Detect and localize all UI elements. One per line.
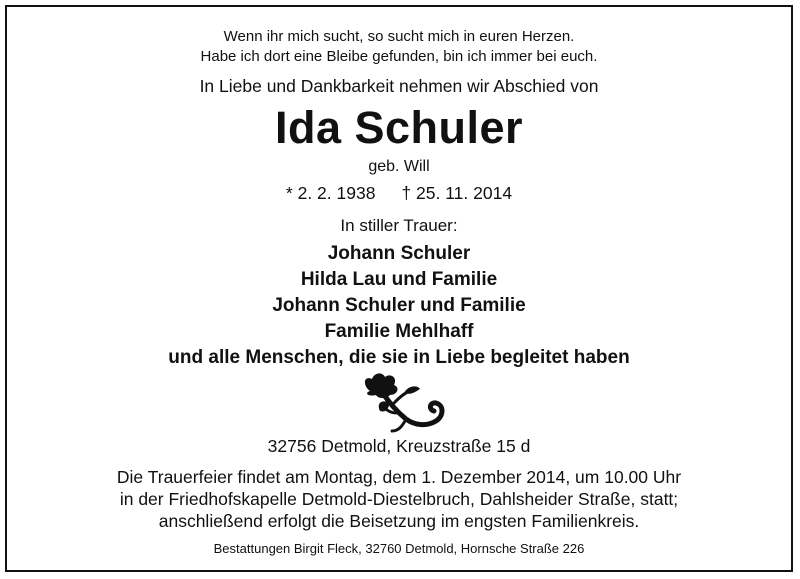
- farewell-intro: In Liebe und Dankbarkeit nehmen wir Abschied von: [199, 76, 599, 96]
- life-dates: [7, 183, 791, 204]
- mourner-1: Johann Schuler: [327, 243, 471, 264]
- service-info-line-3: anschließend erfolgt die Beisetzung im engsten Familienkreis.: [158, 511, 640, 531]
- birth-date: * 2. 2. 1938: [285, 183, 376, 203]
- address: 32756 Detmold, Kreuzstraße 15 d: [267, 436, 531, 456]
- maiden-name: geb. Will: [368, 158, 430, 175]
- service-info-line-2: in der Friedhofskapelle Detmold-Diestelbruch, Dahlsheider Straße, statt;: [119, 489, 679, 509]
- verse-line-1: Wenn ihr mich sucht, so sucht mich in euren Herzen.: [223, 28, 575, 45]
- undertaker-info: Bestattungen Birgit Fleck, 32760 Detmold, Hornsche Straße 226: [213, 541, 585, 556]
- floral-ornament-icon: [352, 371, 452, 435]
- mourner-4: Familie Mehlhaff: [324, 321, 474, 342]
- deceased-name: Ida Schuler: [274, 102, 524, 153]
- mourning-heading: In stiller Trauer:: [340, 216, 458, 235]
- obituary-notice: [5, 5, 793, 572]
- verse-line-2: Habe ich dort eine Bleibe gefunden, bin ich immer bei euch.: [200, 48, 598, 65]
- mourner-2: Hilda Lau und Familie: [300, 269, 498, 290]
- mourner-5: und alle Menschen, die sie in Liebe begleitet haben: [168, 347, 630, 368]
- mourner-3: Johann Schuler und Familie: [272, 295, 526, 316]
- service-info-line-1: Die Trauerfeier findet am Montag, dem 1. Dezember 2014, um 10.00 Uhr: [116, 467, 682, 487]
- death-date: † 25. 11. 2014: [401, 183, 513, 203]
